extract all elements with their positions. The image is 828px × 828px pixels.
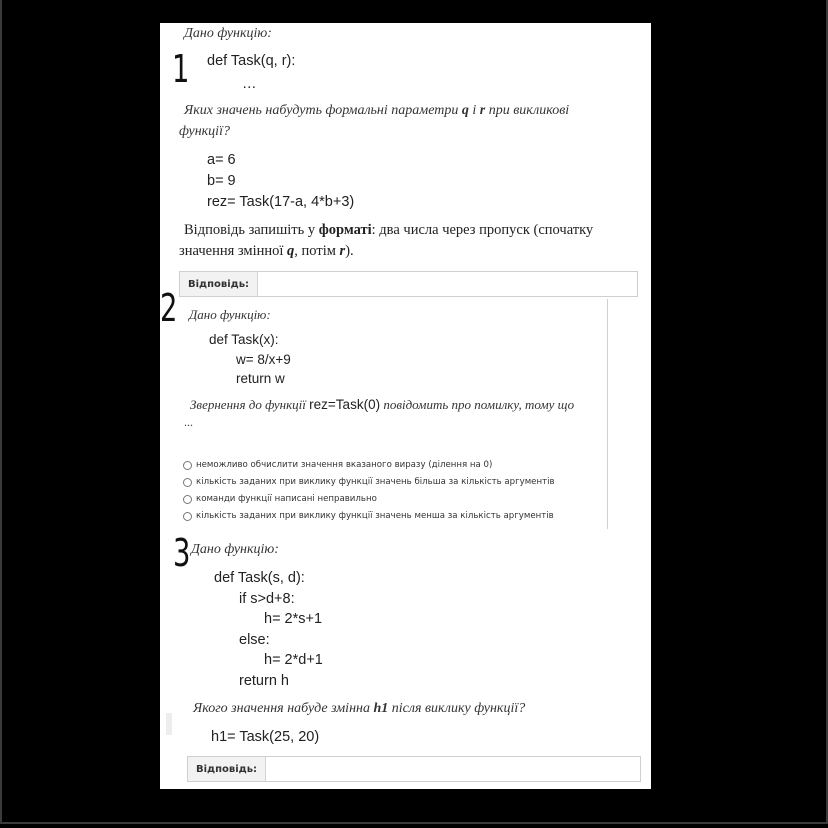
answer-label: Відповідь: [180, 272, 258, 296]
var-h1: h1 [373, 701, 389, 716]
text: : два числа через пропуск (спочатку [371, 222, 594, 238]
task2-question-line2: ... [184, 415, 193, 429]
task3-code-line: return h [239, 673, 289, 689]
task1-call-line: rez= Task(17-a, 4*b+3) [207, 194, 355, 210]
task1-question-line2: функції? [179, 124, 230, 139]
task1-instruction-line1 [184, 220, 593, 241]
task3-intro: Дано функцію: [191, 542, 279, 557]
radio-button[interactable] [183, 512, 192, 521]
text: Якого значення набуде змінна [193, 701, 374, 716]
task1-instruction-line2 [179, 241, 354, 262]
option-label: команди функції написані неправильно [196, 494, 377, 504]
task1-answer-input[interactable] [258, 272, 637, 296]
option-label: неможливо обчислити значення вказаного виразу (ділення на 0) [196, 460, 493, 470]
task3-call-line: h1= Task(25, 20) [211, 729, 320, 745]
text: при викликові [485, 103, 570, 118]
task3-question [193, 701, 525, 717]
task2-question-line1 [190, 397, 574, 413]
task2-code-line: w= 8/x+9 [236, 352, 291, 367]
task3-answer-input[interactable] [266, 757, 640, 781]
task3-code-line: h= 2*s+1 [264, 611, 323, 627]
worksheet [160, 23, 651, 789]
task1-number: 1 [172, 47, 190, 91]
task3-number: 3 [173, 531, 191, 575]
task1-code-line: def Task(q, r): [207, 53, 296, 69]
task1-answer-box [179, 271, 638, 297]
text: , потім [294, 243, 340, 259]
task2-intro: Дано функцію: [189, 307, 271, 322]
task2-option[interactable] [183, 460, 492, 470]
task2-code-line: def Task(x): [209, 332, 279, 347]
task3-code-line: def Task(s, d): [214, 570, 305, 586]
margin-marker [166, 713, 172, 735]
task2-code-line: return w [236, 371, 285, 386]
task1-call-line: b= 9 [207, 173, 236, 189]
task1-intro: Дано функцію: [184, 26, 272, 41]
task3-answer-box [187, 756, 641, 782]
var-r: r [339, 243, 346, 259]
text: Звернення до функції [190, 397, 310, 412]
task3-code-line: if s>d+8: [239, 591, 295, 607]
option-label: кількість заданих при виклику функції значень менша за кількість аргументів [196, 511, 554, 521]
divider [607, 299, 608, 529]
task3-code-line: else: [239, 632, 270, 648]
text: після виклику функції? [388, 701, 526, 716]
task1-call-line: a= 6 [207, 152, 236, 168]
option-label: кількість заданих при виклику функції значень більша за кількість аргументів [196, 477, 555, 487]
radio-button[interactable] [183, 461, 192, 470]
radio-button[interactable] [183, 495, 192, 504]
code-call: rez=Task(0) [309, 397, 381, 412]
answer-label: Відповідь: [188, 757, 266, 781]
task3-code-line: h= 2*d+1 [264, 652, 323, 668]
text: повідомить про помилку, тому що [380, 397, 575, 412]
var-q: q [287, 243, 295, 259]
text: Яких значень набудуть формальні параметри [184, 103, 462, 118]
param-r: r [479, 103, 486, 118]
text: значення змінної [179, 243, 288, 259]
text: і [468, 103, 480, 118]
task2-option[interactable] [183, 494, 377, 504]
radio-button[interactable] [183, 478, 192, 487]
task2-option[interactable] [183, 477, 555, 487]
task1-question-line1 [184, 103, 569, 119]
task2-number: 2 [160, 286, 178, 330]
task2-option[interactable] [183, 511, 554, 521]
task1-code-line: … [242, 76, 257, 92]
text: Відповідь запишіть у [184, 222, 319, 238]
format-word: форматі [318, 222, 372, 238]
text: ). [345, 243, 354, 259]
param-q: q [461, 103, 469, 118]
